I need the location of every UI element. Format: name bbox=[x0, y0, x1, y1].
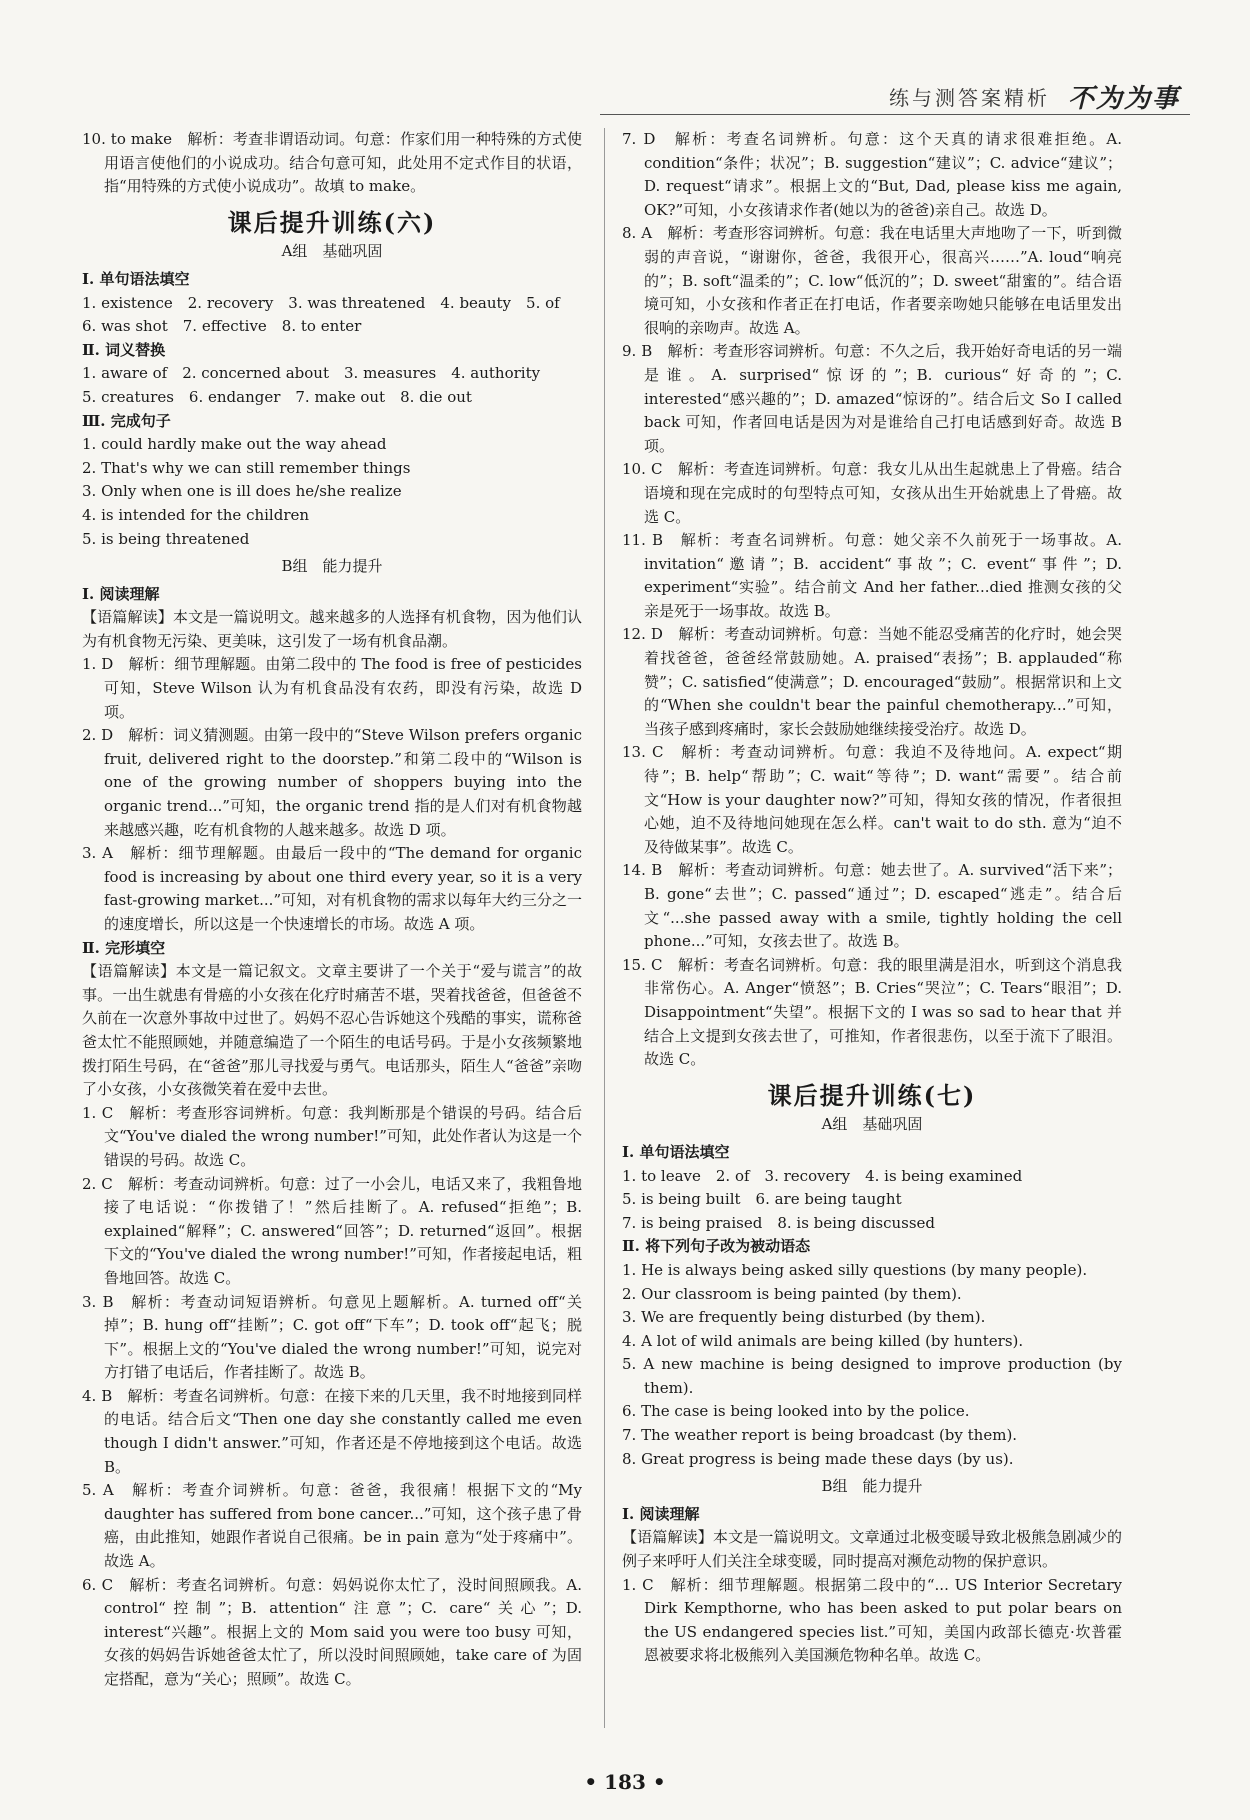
answer-item: 9. B 解析：考查形容词辨析。句意：不久之后，我开始好奇电话的另一端是谁。A. surprised“惊讶的”；B. curious“好奇的”；C. interested“感兴趣的”；D. amazed“惊讶的”。结合后文 So I called back 可知，作者回电话是因为对是谁给自己打电话感到好奇。故选 B 项。 bbox=[622, 342, 1122, 455]
answer-item: 5. is being built 6. are being taught bbox=[622, 1190, 902, 1209]
answer-item: 【语篇解读】本文是一篇记叙文。文章主要讲了一个关于“爱与谎言”的故事。一出生就患有骨癌的小女孩在化疗时痛苦不堪，哭着找爸爸，但爸爸不久前在一次意外事故中过世了。妈妈不忍心告诉她这个残酷的事实，谎称爸爸太忙不能照顾她，并随意编造了一个陌生的电话号码。于是小女孩频繁地拨打陌生号码，在“爸爸”那儿寻找爱与勇气。电话那头，陌生人“爸爸”亲吻了小女孩，小女孩微笑着在爱中去世。 bbox=[82, 962, 582, 1099]
header-title: 练与测答案精析 bbox=[888, 86, 1050, 110]
answer-item: 6. The case is being looked into by the police. bbox=[622, 1402, 970, 1421]
page-number: • 183 • bbox=[584, 1770, 666, 1794]
section-title: 课后提升训练(七) bbox=[767, 1080, 977, 1110]
subsection-heading: Ⅱ. 完形填空 bbox=[82, 938, 166, 957]
answer-item: 1. He is always being asked silly questions (by many people). bbox=[622, 1260, 1088, 1279]
left-column bbox=[82, 128, 582, 1692]
header-logo: 不为为事 bbox=[1067, 84, 1180, 114]
answer-item: 10. to make 解析：考查非谓语动词。句意：作家们用一种特殊的方式使用语言使他们的小说成功。结合句意可知，此处用不定式作目的状语，指“用特殊的方式使小说成功”。故填 to make。 bbox=[82, 130, 582, 196]
group-heading: A组 基础巩固 bbox=[281, 242, 383, 261]
answer-item: 5. A 解析：考查介词辨析。句意：爸爸，我很痛！根据下文的“My daughter has suffered from bone cancer...”可知，这个孩子患了骨癌，由此推知，她跟作者说自己很痛。be in pain 意为“处于疼痛中”。故选 A。 bbox=[82, 1481, 582, 1571]
answer-item: 1. existence 2. recovery 3. was threatened 4. beauty 5. of bbox=[82, 293, 560, 312]
answer-item: 1. could hardly make out the way ahead bbox=[82, 435, 387, 454]
group-heading: B组 能力提升 bbox=[821, 1477, 923, 1496]
answer-item: 5. creatures 6. endanger 7. make out 8. die out bbox=[82, 387, 472, 406]
answer-item: 3. B 解析：考查动词短语辨析。句意见上题解析。A. turned off“关掉”；B. hung off“挂断”；C. got off“下车”；D. took off“起飞；脱下”。根据上文的“You've dialed the wrong number!”可知，说完对方打错了电话后，作者挂断了。故选 B。 bbox=[82, 1292, 582, 1382]
answer-item: 1. aware of 2. concerned about 3. measures 4. authority bbox=[82, 364, 541, 383]
answer-item: 4. is intended for the children bbox=[82, 505, 310, 524]
answer-item: 2. That's why we can still remember things bbox=[82, 458, 411, 477]
answer-item: 7. is being praised 8. is being discussed bbox=[622, 1213, 936, 1232]
answer-item: 6. was shot 7. effective 8. to enter bbox=[82, 317, 362, 336]
header-rule bbox=[600, 114, 1190, 115]
answer-item: 12. D 解析：考查动词辨析。句意：当她不能忍受痛苦的化疗时，她会哭着找爸爸，爸爸经常鼓励她。A. praised“表扬”；B. applauded“称赞”；C. satisfied“使满意”；D. encouraged“鼓励”。根据常识和上文的“When she couldn't bear the painful chemotherapy...”可知，当孩子感到疼痛时，家长会鼓励她继续接受治疗。故选 D。 bbox=[622, 625, 1122, 738]
section-title: 课后提升训练(六) bbox=[227, 207, 437, 237]
answer-item: 1. C 解析：细节理解题。根据第二段中的“... US Interior Secretary Dirk Kempthorne, who has been asked to put polar bears on the US endangered species list.”可知，美国内政部长德克·坎普霍恩被要求将北极熊列入美国濒危物种名单。故选 C。 bbox=[622, 1575, 1122, 1665]
answer-item: 【语篇解读】本文是一篇说明文。文章通过北极变暖导致北极熊急剧减少的例子来呼吁人们关注全球变暖，同时提高对濒危动物的保护意识。 bbox=[622, 1528, 1122, 1571]
subsection-heading: Ⅰ. 单句语法填空 bbox=[82, 269, 190, 288]
subsection-heading: Ⅰ. 阅读理解 bbox=[622, 1504, 700, 1523]
answer-item: 3. A 解析：细节理解题。由最后一段中的“The demand for organic food is increasing by about one third every year, so it is a very fast-growing market...”可知，对有机食物的需求以每年大约三分之一的速度增长，所以这是一个快速增长的市场。故选 A 项。 bbox=[82, 844, 582, 933]
answer-item: 5. is being threatened bbox=[82, 529, 250, 548]
answer-item: 10. C 解析：考查连词辨析。句意：我女儿从出生起就患上了骨癌。结合语境和现在完成时的句型特点可知，女孩从出生开始就患上了骨癌。故选 C。 bbox=[622, 460, 1122, 526]
answer-item: 11. B 解析：考查名词辨析。句意：她父亲不久前死于一场事故。A. invitation“邀请”；B. accident“事故”；C. event“事件”；D. experiment“实验”。结合前文 And her father...died 推测女孩的父亲是死于一场事故。故选 B。 bbox=[622, 531, 1122, 620]
answer-item: 2. D 解析：词义猜测题。由第一段中的“Steve Wilson prefers organic fruit, delivered right to the doorstep.”和第二段中的“Wilson is one of the growing number of shoppers buying into the organic trend...”可知，the organic trend 指的是人们对有机食物越来越感兴趣，吃有机食物的人越来越多。故选 D 项。 bbox=[82, 726, 582, 839]
answer-item: 4. A lot of wild animals are being killed (by hunters). bbox=[622, 1331, 1024, 1350]
answer-item: 2. Our classroom is being painted (by them). bbox=[622, 1284, 962, 1303]
answer-item: 3. Only when one is ill does he/she realize bbox=[82, 482, 402, 501]
page-header bbox=[889, 78, 1180, 115]
answer-item: 7. D 解析：考查名词辨析。句意：这个天真的请求很难拒绝。A. condition“条件；状况”；B. suggestion“建议”；C. advice“建议”；D. request“请求”。根据上文的“But, Dad, please kiss me again, OK?”可知，小女孩请求作者(她以为的爸爸)亲自己。故选 D。 bbox=[622, 130, 1122, 219]
answer-item: 3. We are frequently being disturbed (by them). bbox=[622, 1308, 986, 1327]
group-heading: B组 能力提升 bbox=[281, 557, 383, 576]
answer-item: 【语篇解读】本文是一篇说明文。越来越多的人选择有机食物，因为他们认为有机食物无污染、更美味，这引发了一场有机食品潮。 bbox=[82, 608, 582, 650]
answer-item: 5. A new machine is being designed to improve production (by them). bbox=[622, 1355, 1122, 1397]
answer-item: 2. C 解析：考查动词辨析。句意：过了一小会儿，电话又来了，我粗鲁地接了电话说：“你拨错了！”然后挂断了。A. refused“拒绝”；B. explained“解释”；C. answered“回答”；D. returned“返回”。根据下文的“You've dialed the wrong number!”可知，作者接起电话，粗鲁地回答。故选 C。 bbox=[82, 1174, 582, 1287]
subsection-heading: Ⅱ. 词义替换 bbox=[82, 340, 166, 359]
subsection-heading: Ⅲ. 完成句子 bbox=[82, 411, 171, 430]
answer-item: 13. C 解析：考查动词辨析。句意：我迫不及待地问。A. expect“期待”；B. help“帮助”；C. wait“等待”；D. want“需要”。结合前文“How is your daughter now?”可知，得知女孩的情况，作者很担心她，迫不及待地问她现在怎么样。can't wait to do sth. 意为“迫不及待做某事”。故选 C。 bbox=[622, 743, 1122, 856]
subsection-heading: Ⅱ. 将下列句子改为被动语态 bbox=[622, 1237, 811, 1256]
right-column bbox=[622, 128, 1122, 1668]
group-heading: A组 基础巩固 bbox=[821, 1115, 923, 1134]
answer-item: 7. The weather report is being broadcast (by them). bbox=[622, 1426, 1018, 1445]
subsection-heading: Ⅰ. 阅读理解 bbox=[82, 584, 160, 603]
answer-item: 6. C 解析：考查名词辨析。句意：妈妈说你太忙了，没时间照顾我。A. control“控制”；B. attention“注意”；C. care“关心”；D. interest“兴趣”。根据上文的 Mom said you were too busy 可知，女孩的妈妈告诉她爸爸太忙了，所以没时间照顾她，take care of 为固定搭配，意为“关心；照顾”。故选 C。 bbox=[82, 1575, 582, 1688]
answer-item: 1. D 解析：细节理解题。由第二段中的 The food is free of pesticides 可知，Steve Wilson 认为有机食品没有农药，即没有污染，故选 D 项。 bbox=[82, 655, 582, 721]
column-divider bbox=[604, 128, 605, 1728]
answer-item: 4. B 解析：考查名词辨析。句意：在接下来的几天里，我不时地接到同样的电话。结合后文“Then one day she constantly called me even though I didn't answer.”可知，作者还是不停地接到这个电话。故选 B。 bbox=[82, 1386, 582, 1476]
answer-item: 1. C 解析：考查形容词辨析。句意：我判断那是个错误的号码。结合后文“You've dialed the wrong number!”可知，此处作者认为这是一个错误的号码。故选 C。 bbox=[82, 1103, 582, 1169]
answer-item: 1. to leave 2. of 3. recovery 4. is being examined bbox=[622, 1166, 1023, 1185]
subsection-heading: Ⅰ. 单句语法填空 bbox=[622, 1142, 730, 1161]
answer-item: 8. Great progress is being made these days (by us). bbox=[622, 1449, 1014, 1468]
answer-item: 8. A 解析：考查形容词辨析。句意：我在电话里大声地吻了一下，听到微弱的声音说，“谢谢你，爸爸，我很开心，很高兴……”A. loud“响亮的”；B. soft“温柔的”；C. low“低沉的”；D. sweet“甜蜜的”。结合语境可知，小女孩和作者正在打电话，作者要亲吻她只能够在电话里发出很响的亲吻声。故选 A。 bbox=[622, 224, 1122, 337]
answer-item: 14. B 解析：考查动词辨析。句意：她去世了。A. survived“活下来”；B. gone“去世”；C. passed“通过”；D. escaped“逃走”。结合后文“...she passed away with a smile, tightly holding the cell phone...”可知，女孩去世了。故选 B。 bbox=[622, 861, 1122, 951]
answer-item: 15. C 解析：考查名词辨析。句意：我的眼里满是泪水，听到这个消息我非常伤心。A. Anger“愤怒”；B. Cries“哭泣”；C. Tears“眼泪”；D. Disappointment“失望”。根据下文的 I was so sad to hear that 并结合上文提到女孩去世了，可推知，作者很悲伤，以至于流下了眼泪。故选 C。 bbox=[622, 955, 1122, 1069]
